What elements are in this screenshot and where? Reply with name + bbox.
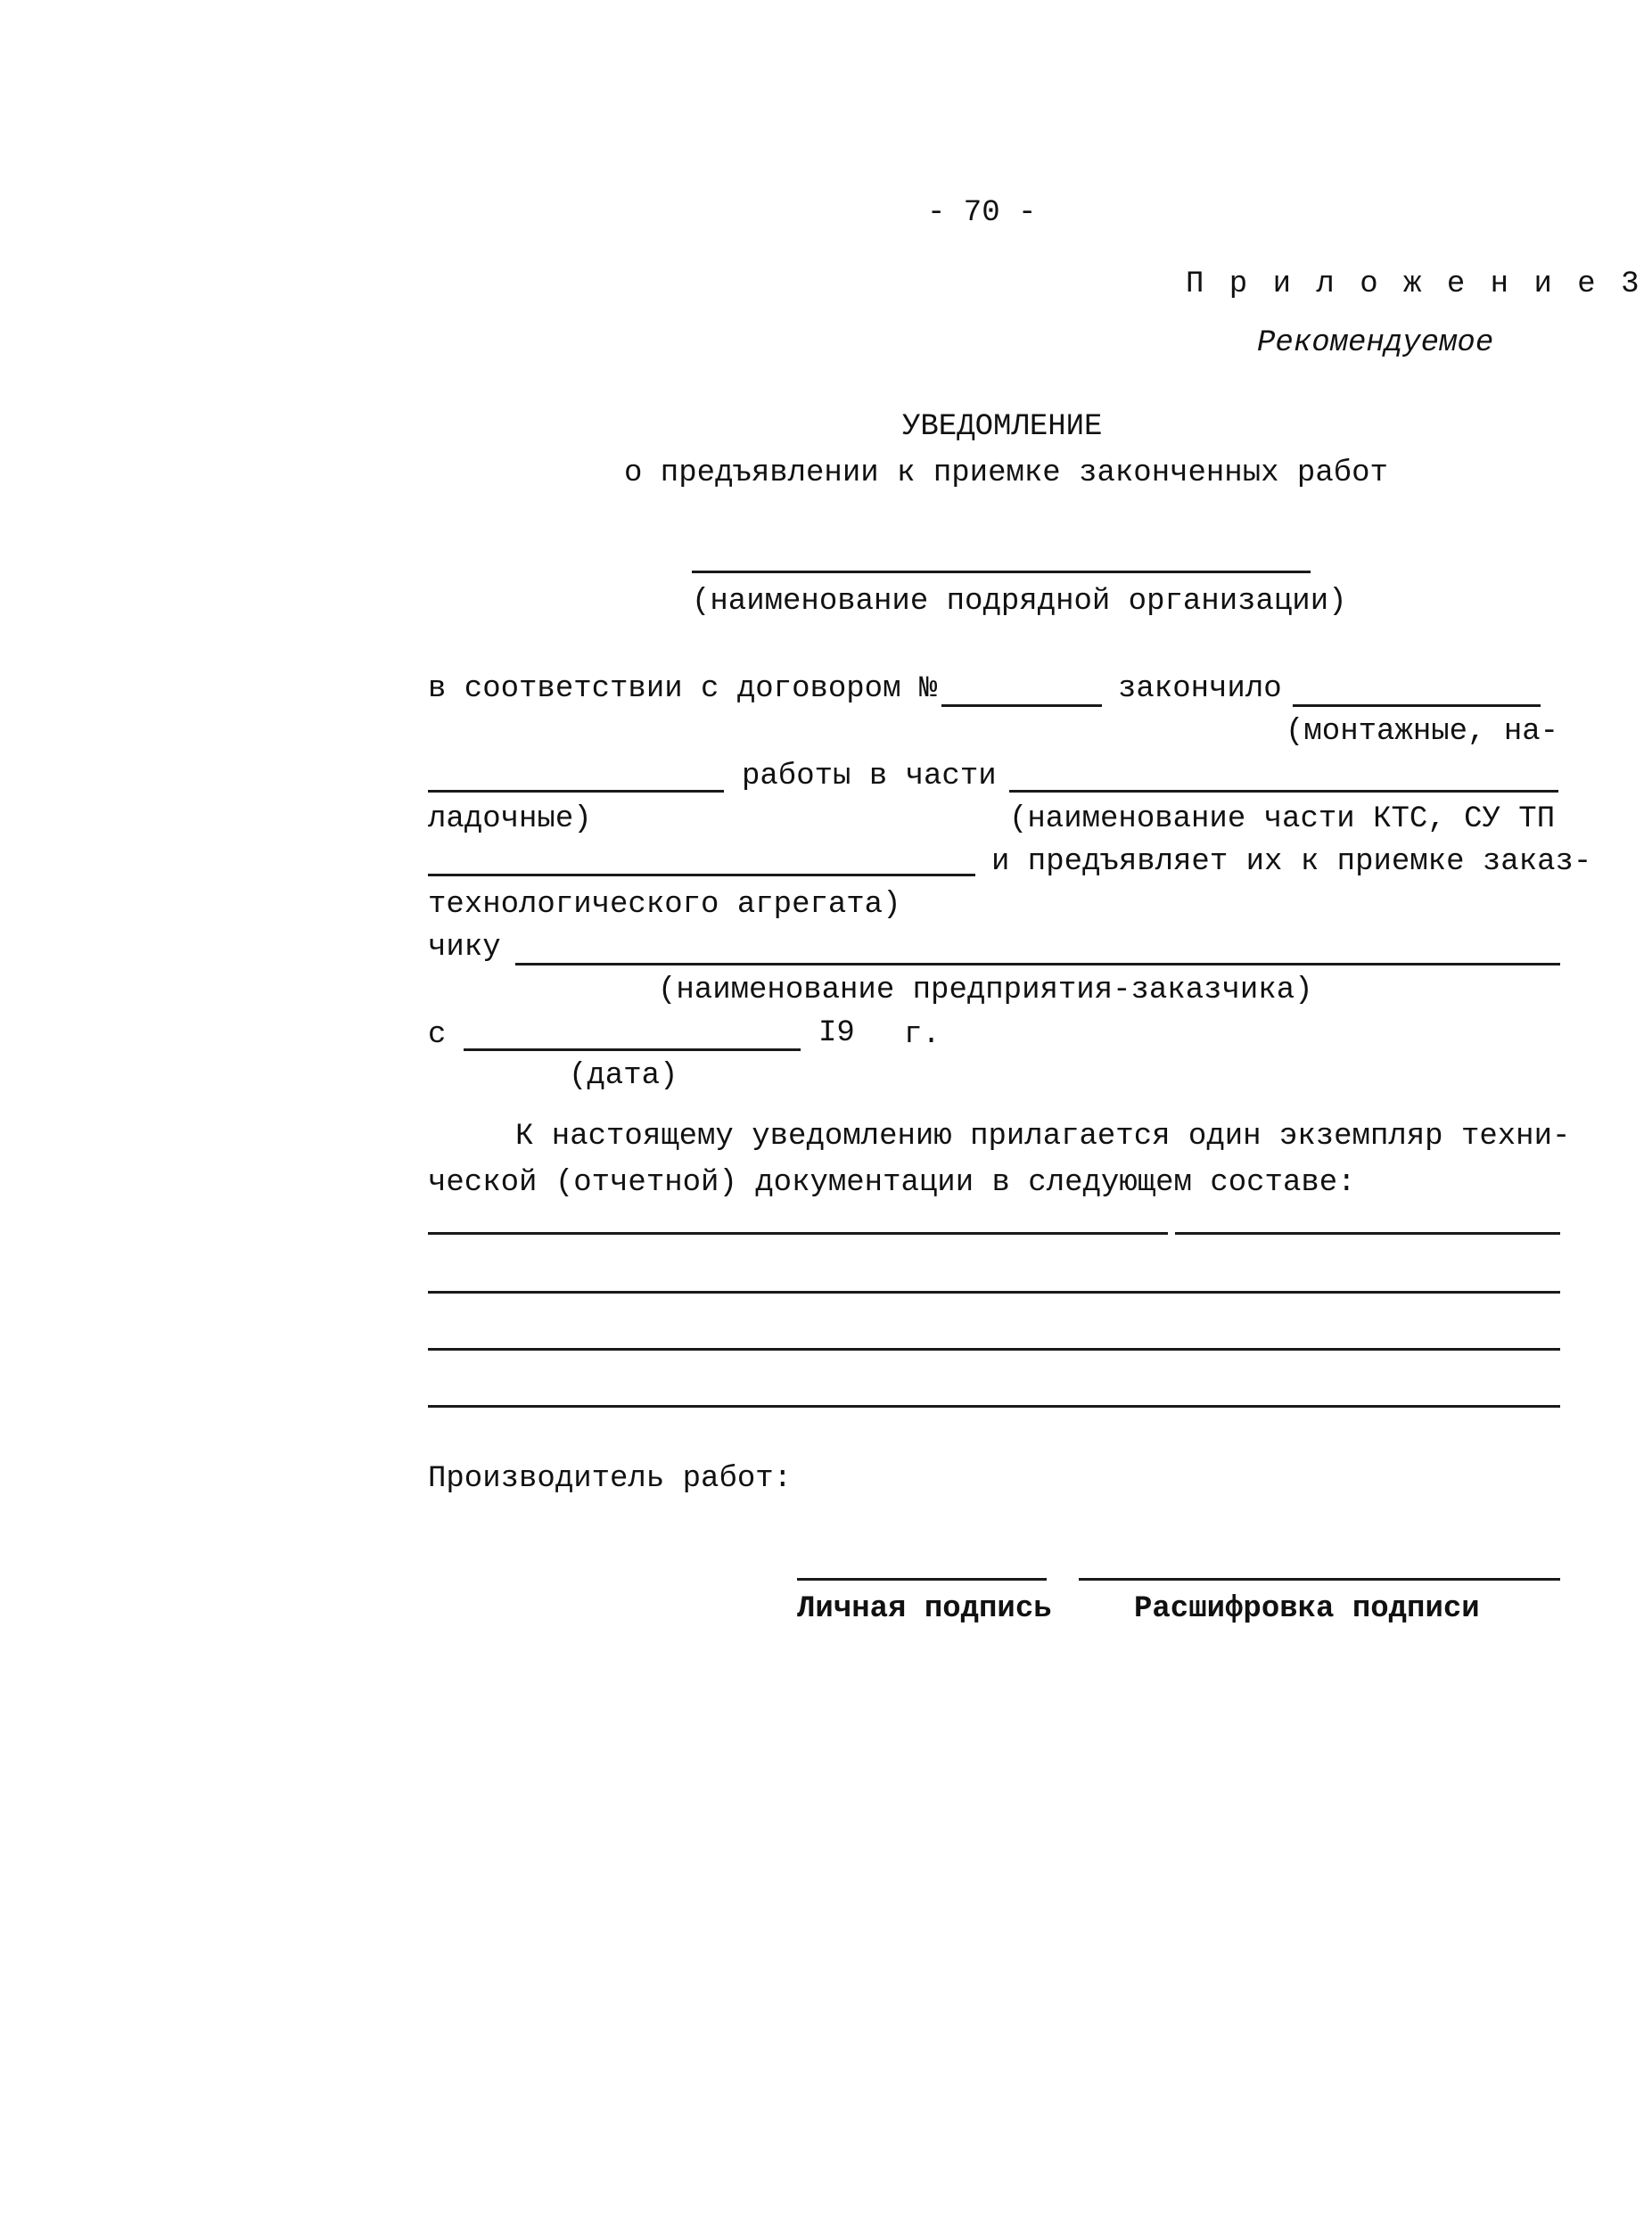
date-line <box>464 1048 801 1051</box>
work-type-line-2 <box>428 790 724 793</box>
attachment-line-2: ческой (отчетной) документации в следующем составе: <box>428 1166 1356 1200</box>
part-name-caption: (наименование части КТС, СУ ТП <box>1009 802 1556 836</box>
customer-caption: (наименование предприятия-заказчика) <box>658 974 1313 1007</box>
year-text: I9 <box>818 1016 855 1050</box>
contractor-org-line <box>692 571 1311 573</box>
attachment-line-1: К настоящему уведомлению прилагается один экземпляр техни- <box>515 1120 1571 1154</box>
year-suffix: г. <box>904 1018 941 1052</box>
appendix-label: П р и л о ж е н и е 3 <box>1186 267 1643 301</box>
work-type-caption: (монтажные, на- <box>1286 715 1559 749</box>
work-producer-label: Производитель работ: <box>428 1462 793 1496</box>
signature-decoding-caption: Расшифровка подписи <box>1134 1592 1480 1626</box>
part-name-line <box>1009 790 1558 793</box>
customer-name-line <box>515 963 1560 965</box>
date-caption: (дата) <box>569 1059 678 1093</box>
personal-signature-caption: Личная подпись <box>797 1592 1052 1626</box>
completed-text: закончило <box>1118 672 1282 706</box>
date-from-text: с <box>428 1018 447 1052</box>
adjust-caption: ладочные) <box>428 802 592 836</box>
part-name-line-2 <box>428 874 975 876</box>
contract-number-line <box>941 704 1102 707</box>
appendix-status: Рекомендуемое <box>1257 326 1494 360</box>
document-list-line-4 <box>428 1405 1560 1408</box>
document-list-line-3 <box>428 1348 1560 1351</box>
page-number: - 70 - <box>927 196 1037 230</box>
presents-text: и предъявляет их к приемке заказ- <box>991 845 1592 879</box>
signature-decoding-line <box>1079 1578 1560 1581</box>
notice-subheading: о предъявлении к приемке законченных работ <box>624 456 1388 490</box>
contractor-org-caption: (наименование подрядной организации) <box>692 585 1347 619</box>
signature-line <box>797 1578 1047 1581</box>
aggregate-caption: технологического агрегата) <box>428 888 901 922</box>
document-list-line-1a <box>428 1232 1168 1235</box>
works-part-text: работы в части <box>742 760 997 793</box>
contract-text: в соответствии с договором № <box>428 672 938 706</box>
notice-heading: УВЕДОМЛЕНИЕ <box>902 410 1103 444</box>
work-type-line <box>1293 704 1541 707</box>
document-list-line-2 <box>428 1291 1560 1294</box>
customer-text: чику <box>428 931 501 965</box>
document-list-line-1b <box>1175 1232 1560 1235</box>
